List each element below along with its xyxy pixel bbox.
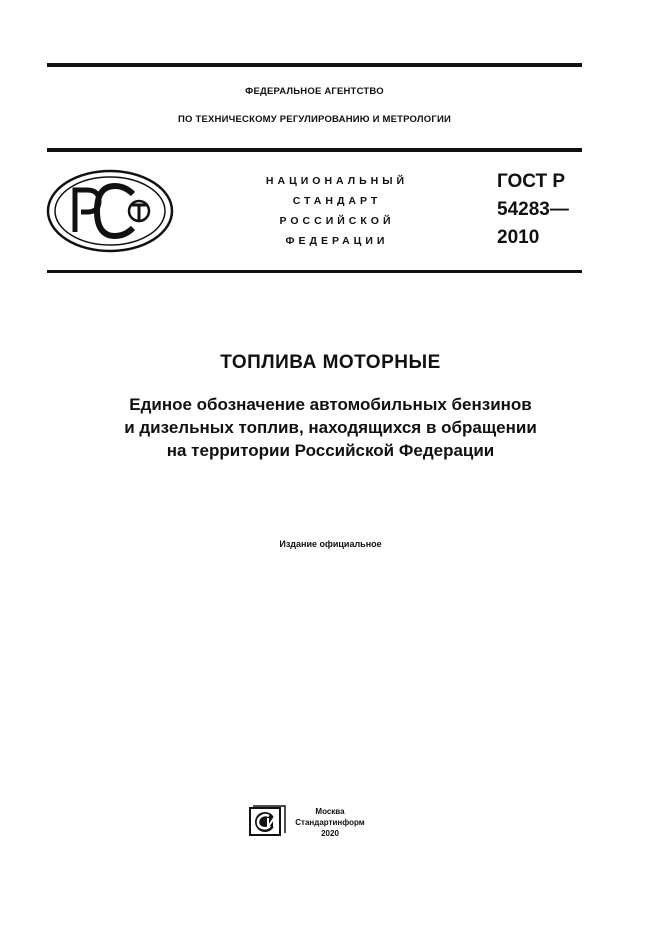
national-standard-line-2: СТАНДАРТ xyxy=(292,195,382,207)
document-subtitle xyxy=(40,393,621,462)
top-rule xyxy=(47,63,582,67)
subtitle-line-3: на территории Российской Федерации xyxy=(166,441,495,460)
subtitle-line-1: Единое обозначение автомобильных бензинов xyxy=(129,395,532,414)
national-standard-line-3: РОССИЙСКОЙ xyxy=(279,215,395,227)
publisher-imprint xyxy=(290,806,370,839)
bottom-rule xyxy=(47,270,582,273)
standartinform-logo-icon xyxy=(249,805,287,837)
document-title: ТОПЛИВА МОТОРНЫЕ xyxy=(220,352,441,373)
edition-label: Издание официальное xyxy=(279,539,382,549)
national-standard-line-1: НАЦИОНАЛЬНЫЙ xyxy=(265,175,409,187)
publisher-city: Москва xyxy=(315,807,345,816)
designation-line-2: 54283— xyxy=(497,199,569,220)
publisher-name: Стандартинформ xyxy=(295,818,365,827)
national-standard-heading xyxy=(232,171,442,251)
subtitle-line-2: и дизельных топлив, находящихся в обращении xyxy=(124,418,537,437)
national-standard-line-4: ФЕДЕРАЦИИ xyxy=(285,235,389,247)
agency-line-1: ФЕДЕРАЛЬНОЕ АГЕНТСТВО xyxy=(245,86,384,97)
designation-line-1: ГОСТ Р xyxy=(497,171,566,192)
designation-line-3: 2010 xyxy=(497,227,540,248)
publisher-year: 2020 xyxy=(321,829,339,838)
rst-certification-mark-icon xyxy=(45,168,175,254)
agency-line-2: ПО ТЕХНИЧЕСКОМУ РЕГУЛИРОВАНИЮ И МЕТРОЛОГИИ xyxy=(178,114,451,125)
standard-designation xyxy=(497,168,569,252)
middle-rule xyxy=(47,148,582,152)
